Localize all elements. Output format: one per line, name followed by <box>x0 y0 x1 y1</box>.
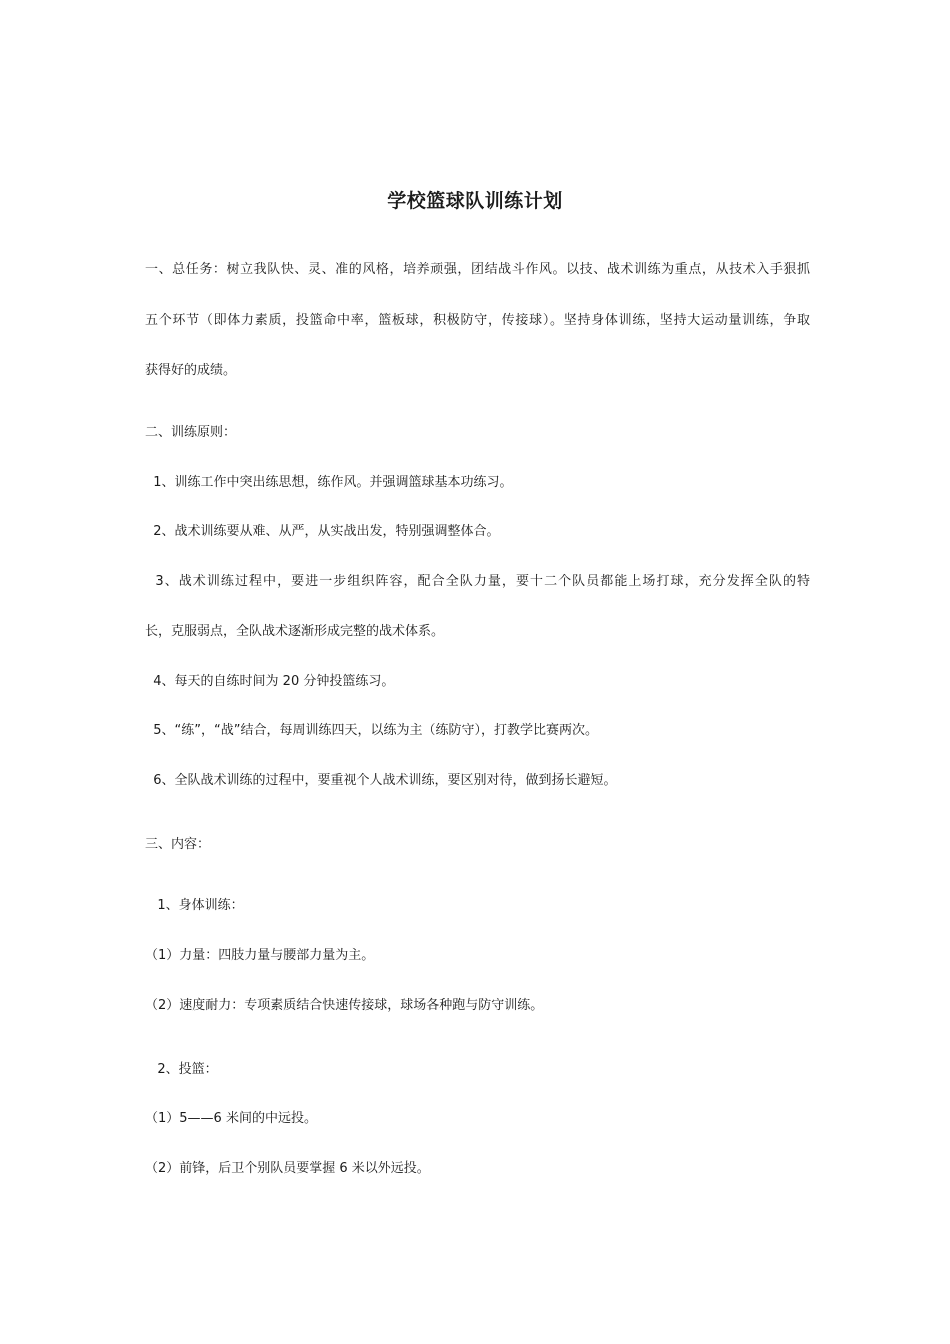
content-item-speed-endurance: （2）速度耐力：专项素质结合快速传接球，球场各种跑与防守训练。 <box>145 998 544 1013</box>
content-item-strength: （1）力量：四肢力量与腰部力量为主。 <box>145 948 375 963</box>
document-title: 学校篮球队训练计划 <box>387 190 563 212</box>
principle-item-6: 6、全队战术训练的过程中，要重视个人战术训练，要区别对待，做到扬长避短。 <box>145 773 617 788</box>
principle-item-1: 1、训练工作中突出练思想，练作风。并强调篮球基本功练习。 <box>145 475 513 490</box>
paragraph-line-task-2: 五个环节（即体力素质，投篮命中率，篮板球，积极防守，传接球）。坚持身体训练，坚持大运动量训练，争取 <box>145 313 810 328</box>
section-heading-content: 三、内容： <box>145 837 211 852</box>
paragraph-line-task-1: 一、总任务：树立我队快、灵、准的风格，培养顽强，团结战斗作风。以技、战术训练为重点，从技术入手狠抓 <box>145 262 810 277</box>
principle-item-2: 2、战术训练要从难、从严，从实战出发，特别强调整体合。 <box>145 524 500 539</box>
paragraph-line-task-3: 获得好的成绩。 <box>145 363 237 378</box>
principle-item-4: 4、每天的自练时间为 20 分钟投篮练习。 <box>145 674 395 689</box>
content-subheading-physical: 1、身体训练： <box>145 898 244 913</box>
content-subheading-shooting: 2、投篮： <box>145 1062 218 1077</box>
principle-item-3-line-2: 长，克服弱点，全队战术逐渐形成完整的战术体系。 <box>145 624 445 639</box>
principle-item-3-line-1: 3、战术训练过程中，要进一步组织阵容，配合全队力量，要十二个队员都能上场打球，充分发挥全队的特 <box>145 574 810 589</box>
principle-item-5: 5、“练”，“战”结合，每周训练四天，以练为主（练防守），打教学比赛两次。 <box>145 723 598 738</box>
section-heading-principles: 二、训练原则： <box>145 425 237 440</box>
content-item-mid-range: （1）5——6 米间的中远投。 <box>145 1111 317 1126</box>
content-item-long-range: （2）前锋，后卫个别队员要掌握 6 米以外远投。 <box>145 1161 430 1176</box>
